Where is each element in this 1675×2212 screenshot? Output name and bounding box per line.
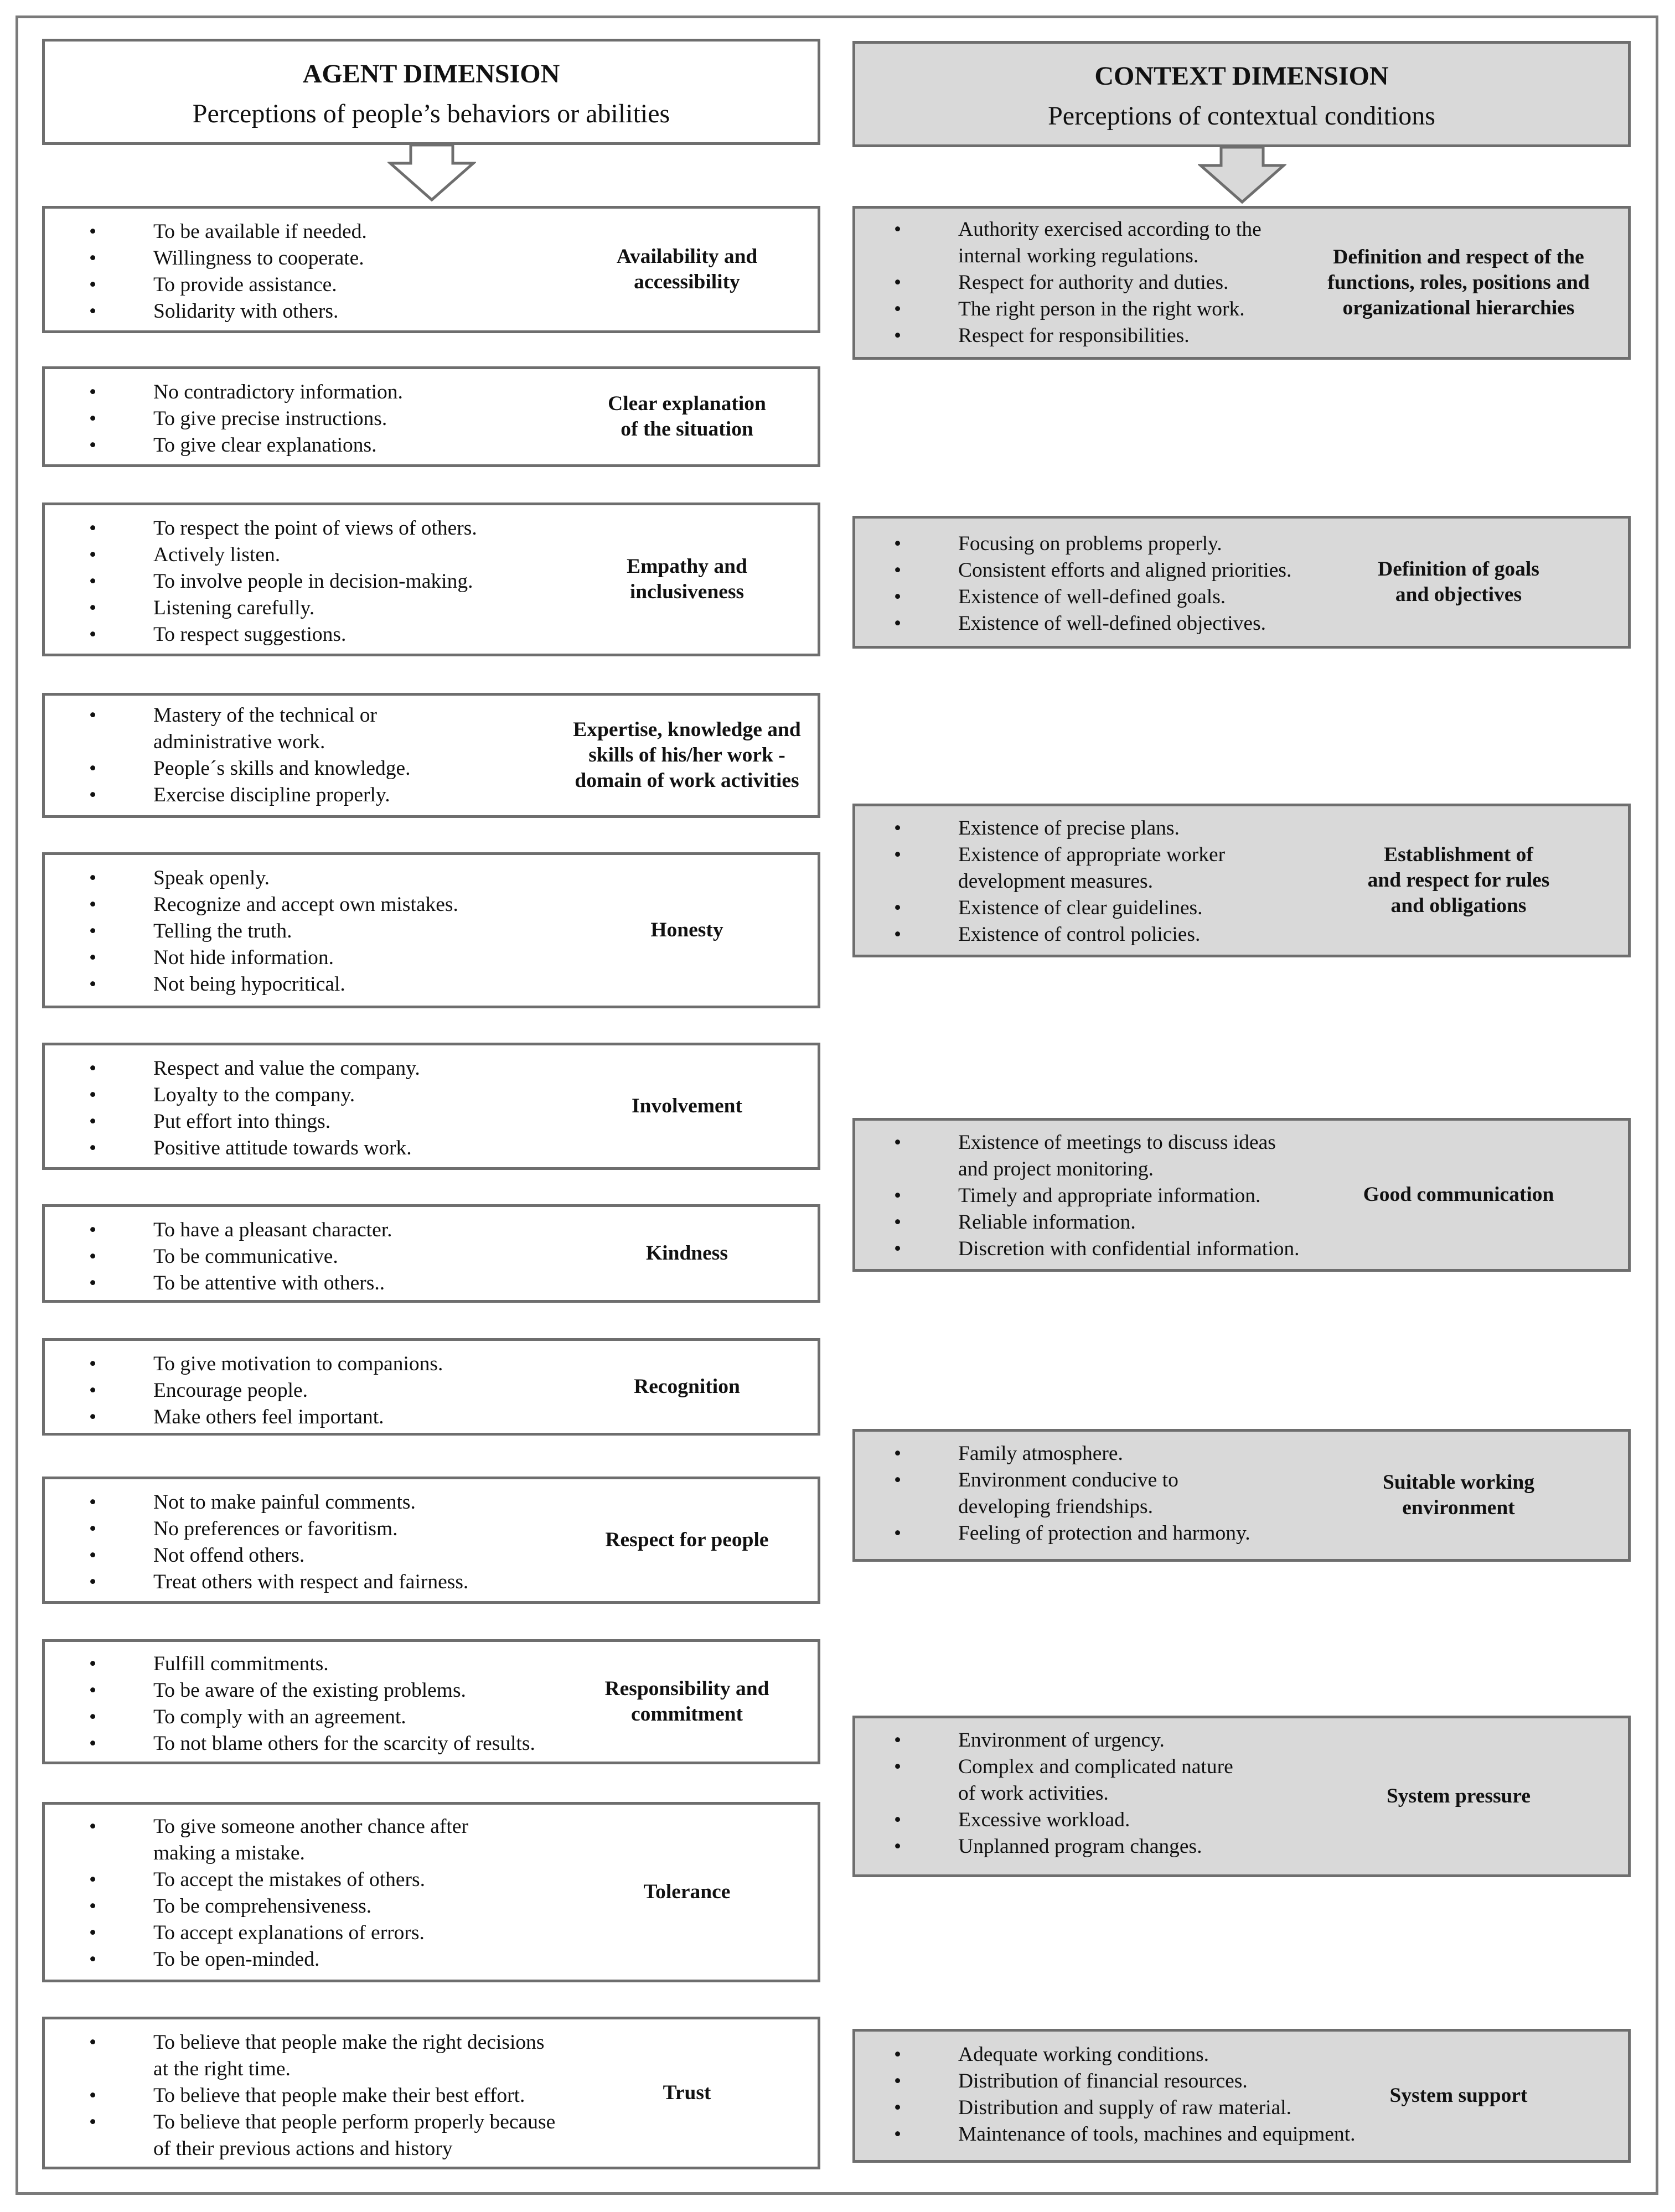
agent-category-label: Empathy and inclusiveness	[627, 555, 747, 603]
context-category-label: System support	[1389, 2084, 1528, 2107]
context-category-label: Establishment of and respect for rules and obligations	[1367, 843, 1550, 917]
agent-box	[42, 693, 820, 818]
agent-item: • To respect suggestions.	[84, 621, 582, 648]
context-box	[852, 2029, 1631, 2163]
context-item: • Environment conducive to developing friendships.	[888, 1467, 1387, 1520]
context-item: • Distribution of financial resources.	[888, 2068, 1387, 2095]
context-item: • Family atmosphere.	[888, 1441, 1387, 1467]
agent-item-list	[84, 379, 582, 459]
agent-item: • Put effort into things.	[84, 1108, 582, 1135]
context-item: • Existence of precise plans.	[888, 815, 1387, 842]
agent-category-label: Expertise, knowledge and skills of his/her work - domain of work activities	[573, 718, 801, 792]
context-item: • Existence of meetings to discuss ideas and project monitoring.	[888, 1130, 1387, 1183]
agent-item: • To believe that people perform properly because of their previous actions and history	[84, 2109, 582, 2162]
context-item: • Existence of appropriate worker development measures.	[888, 842, 1387, 895]
agent-box	[42, 1204, 820, 1303]
context-item: • Existence of clear guidelines.	[888, 895, 1387, 921]
agent-item: • Not offend others.	[84, 1542, 582, 1569]
context-item: • Discretion with confidential information.	[888, 1236, 1387, 1262]
agent-item: • Fulfill commitments.	[84, 1651, 582, 1677]
agent-item: • To be available if needed.	[84, 219, 582, 245]
agent-item: • Loyalty to the company.	[84, 1082, 582, 1108]
agent-box	[42, 366, 820, 467]
agent-item: • Not being hypocritical.	[84, 971, 582, 998]
context-item: • Reliable information.	[888, 1209, 1387, 1236]
context-category-label: Suitable working environment	[1382, 1471, 1535, 1519]
agent-item: • Recognize and accept own mistakes.	[84, 892, 582, 918]
context-item: • Respect for responsibilities.	[888, 323, 1387, 349]
agent-item: • To accept explanations of errors.	[84, 1920, 582, 1946]
agent-item: • To believe that people make the right decisions at the right time.	[84, 2029, 582, 2083]
agent-item: • To not blame others for the scarcity of results.	[84, 1731, 582, 1757]
agent-box	[42, 503, 820, 656]
agent-category-label: Kindness	[646, 1242, 728, 1265]
agent-item: • To be open-minded.	[84, 1946, 582, 1973]
context-item: • Consistent efforts and aligned priorities.	[888, 557, 1387, 584]
agent-box	[42, 206, 820, 333]
agent-category-label: Respect for people	[605, 1529, 769, 1551]
agent-item: • Telling the truth.	[84, 918, 582, 945]
agent-dimension-title: AGENT DIMENSION	[302, 59, 560, 89]
agent-box	[42, 2017, 820, 2169]
agent-category-label: Tolerance	[643, 1881, 731, 1903]
agent-item: • Make others feel important.	[84, 1404, 582, 1431]
context-item: • Existence of well-defined goals.	[888, 584, 1387, 610]
agent-item-list	[84, 865, 582, 998]
agent-item-list	[84, 219, 582, 325]
context-dimension-header	[852, 41, 1631, 147]
agent-item: • To give precise instructions.	[84, 406, 582, 432]
agent-category-label: Involvement	[632, 1095, 742, 1117]
context-category-label: Definition and respect of the functions, roles, positions and organizational hierarchies	[1327, 246, 1590, 319]
agent-box	[42, 852, 820, 1008]
agent-category-label: Honesty	[650, 919, 723, 941]
agent-dimension-subtitle: Perceptions of people’s behaviors or abilities	[192, 99, 670, 128]
agent-item: • Not hide information.	[84, 945, 582, 971]
context-item: • Authority exercised according to the internal working regulations.	[888, 216, 1387, 270]
agent-dimension-header	[42, 39, 820, 145]
context-box	[852, 1118, 1631, 1272]
agent-item: • Encourage people.	[84, 1377, 582, 1404]
context-box	[852, 1429, 1631, 1562]
context-item: • Focusing on problems properly.	[888, 531, 1387, 557]
context-box	[852, 1716, 1631, 1877]
agent-category-label: Recognition	[634, 1375, 740, 1398]
agent-item: • To have a pleasant character.	[84, 1217, 582, 1244]
context-item: • Environment of urgency.	[888, 1727, 1387, 1754]
agent-box	[42, 1338, 820, 1436]
agent-item: • No preferences or favoritism.	[84, 1516, 582, 1542]
context-item: • Timely and appropriate information.	[888, 1183, 1387, 1209]
agent-item: • Positive attitude towards work.	[84, 1135, 582, 1162]
context-item: • Complex and complicated nature of work activities.	[888, 1754, 1387, 1807]
agent-item: • To accept the mistakes of others.	[84, 1867, 582, 1893]
context-item: • Adequate working conditions.	[888, 2042, 1387, 2068]
agent-item: • Mastery of the technical or administrative work.	[84, 702, 582, 755]
context-dimension-title: CONTEXT DIMENSION	[1094, 61, 1389, 91]
agent-item-list	[84, 1651, 582, 1757]
context-item: • Existence of well-defined objectives.	[888, 610, 1387, 637]
agent-item: • To give someone another chance after making a mistake.	[84, 1814, 582, 1867]
agent-item: • Treat others with respect and fairness.	[84, 1569, 582, 1595]
agent-item: • Speak openly.	[84, 865, 582, 892]
agent-down-arrow-icon	[387, 143, 476, 203]
context-item: • Respect for authority and duties.	[888, 270, 1387, 296]
context-item: • Unplanned program changes.	[888, 1833, 1387, 1860]
agent-category-label: Clear explanation of the situation	[608, 392, 766, 441]
agent-item: • To be aware of the existing problems.	[84, 1677, 582, 1704]
context-item: • Distribution and supply of raw material.	[888, 2095, 1387, 2121]
context-box	[852, 206, 1631, 360]
context-item: • Feeling of protection and harmony.	[888, 1520, 1387, 1547]
agent-item: • Actively listen.	[84, 542, 582, 568]
agent-item: • No contradictory information.	[84, 379, 582, 406]
agent-item: • Not to make painful comments.	[84, 1489, 582, 1516]
agent-item-list	[84, 702, 582, 809]
agent-item: • To give clear explanations.	[84, 432, 582, 459]
context-item: • Excessive workload.	[888, 1807, 1387, 1833]
agent-box	[42, 1639, 820, 1764]
context-item: • Existence of control policies.	[888, 921, 1387, 948]
agent-item-list	[84, 1814, 582, 1973]
agent-box	[42, 1043, 820, 1170]
agent-item: • To respect the point of views of others.	[84, 515, 582, 542]
agent-item: • To be attentive with others..	[84, 1270, 582, 1297]
agent-item-list	[84, 1055, 582, 1162]
agent-category-label: Trust	[663, 2081, 711, 2104]
agent-box	[42, 1477, 820, 1604]
context-category-label: System pressure	[1386, 1785, 1531, 1807]
agent-item: • To be communicative.	[84, 1244, 582, 1270]
agent-item: • Exercise discipline properly.	[84, 782, 582, 809]
agent-item: • Listening carefully.	[84, 595, 582, 621]
agent-category-label: Responsibility and commitment	[604, 1677, 769, 1726]
agent-item-list	[84, 2029, 582, 2162]
context-item: • The right person in the right work.	[888, 296, 1387, 323]
agent-item-list	[84, 1351, 582, 1431]
agent-item: • To be comprehensiveness.	[84, 1893, 582, 1920]
context-box	[852, 804, 1631, 957]
agent-item-list	[84, 1217, 582, 1297]
agent-category-label: Availability and accessibility	[616, 245, 758, 293]
agent-item: • Solidarity with others.	[84, 298, 582, 325]
context-box	[852, 516, 1631, 649]
agent-item: • To give motivation to companions.	[84, 1351, 582, 1377]
agent-item: • To provide assistance.	[84, 272, 582, 298]
context-item: • Maintenance of tools, machines and equipment.	[888, 2121, 1387, 2148]
context-down-arrow-icon	[1198, 146, 1286, 205]
agent-item-list	[84, 1489, 582, 1595]
agent-box	[42, 1802, 820, 1982]
context-category-label: Good communication	[1363, 1183, 1554, 1206]
context-dimension-subtitle: Perceptions of contextual conditions	[1048, 101, 1435, 131]
agent-item: • Willingness to cooperate.	[84, 245, 582, 272]
context-category-label: Definition of goals and objectives	[1378, 558, 1539, 606]
agent-item: • To comply with an agreement.	[84, 1704, 582, 1731]
agent-item: • People´s skills and knowledge.	[84, 755, 582, 782]
agent-item: • To believe that people make their best effort.	[84, 2083, 582, 2109]
agent-item: • To involve people in decision-making.	[84, 568, 582, 595]
agent-item-list	[84, 515, 582, 648]
agent-item: • Respect and value the company.	[84, 1055, 582, 1082]
